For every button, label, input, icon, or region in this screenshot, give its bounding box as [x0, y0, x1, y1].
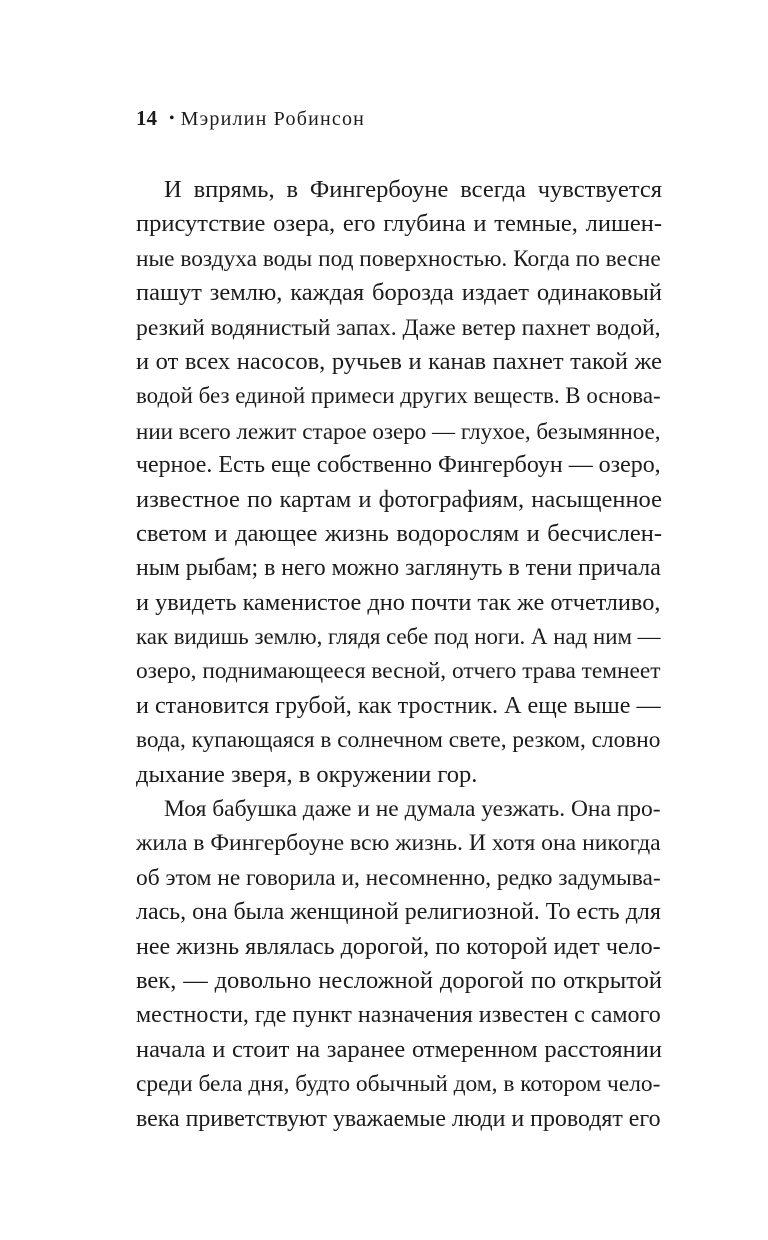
book-author: Мэрилин Робинсон — [180, 108, 366, 130]
text-line: И впрямь, в Фингербоуне всегда чувствуется — [164, 176, 662, 203]
text-line: жила в Фингербоуне всю жизнь. И хотя она никогда — [136, 830, 661, 857]
text-line: пашут землю, каждая борозда издает одинаковый — [136, 279, 662, 307]
body-text — [136, 173, 662, 1136]
text-line: дыхание зверя, в окружении гор. — [136, 760, 478, 788]
text-line: об этом не говорила и, несомненно, редко задумыва- — [136, 864, 661, 891]
text-line: лась, она была женщиной религиозной. То есть для — [136, 899, 661, 926]
text-line: ным рыбам; в него можно заглянуть в тени причала — [136, 555, 661, 582]
text-line: светом и дающее жизнь водорослям и бесчислен- — [136, 519, 662, 547]
text-line: век, — довольно несложной дорогой по открытой — [136, 966, 662, 994]
paragraph — [136, 173, 662, 792]
text-line: присутствие озера, его глубина и темные, лишен- — [136, 210, 662, 238]
text-line: озеро, поднимающееся весной, отчего трава темнеет — [136, 658, 661, 685]
text-line: как видишь землю, глядя себе под ноги. А над ним — — [136, 624, 661, 650]
text-line: нии всего лежит старое озеро — глухое, безымянное, — [136, 417, 661, 444]
text-line: Моя бабушка даже и не думала уезжать. Она про- — [164, 796, 661, 823]
text-line: местности, где пункт назначения известен с самого — [136, 1002, 661, 1029]
text-line: вода, купающаяся в солнечном свете, резком, словно — [136, 727, 661, 754]
text-line: резкий водянистый запах. Даже ветер пахнет водой, — [136, 314, 661, 341]
text-line: известное по картам и фотографиям, насыщенное — [136, 485, 662, 513]
page-number: 14 — [136, 106, 157, 130]
text-line: ные воздуха воды под поверхностью. Когда по весне — [136, 245, 661, 272]
paragraph — [136, 792, 662, 1136]
header-bullet: • — [169, 110, 175, 127]
running-header — [136, 104, 365, 135]
text-line: и от всех насосов, ручьев и канав пахнет такой же — [136, 347, 662, 375]
text-line: черное. Есть еще собственно Фингербоун — озеро, — [136, 452, 661, 479]
text-line: и становится грубой, как тростник. А еще выше — — [136, 691, 661, 719]
text-line: нее жизнь являлась дорогой, по которой идет чело- — [136, 933, 661, 960]
text-line: водой без единой примеси других веществ. В основа- — [136, 383, 661, 409]
text-line: среди бела дня, будто обычный дом, в котором чело- — [136, 1071, 661, 1098]
text-line: века приветствуют уважаемые люди и проводят его — [136, 1105, 661, 1132]
text-line: и увидеть каменистое дно почти так же отчетливо, — [136, 588, 661, 616]
text-line: начала и стоит на заранее отмеренном расстоянии — [136, 1035, 662, 1063]
